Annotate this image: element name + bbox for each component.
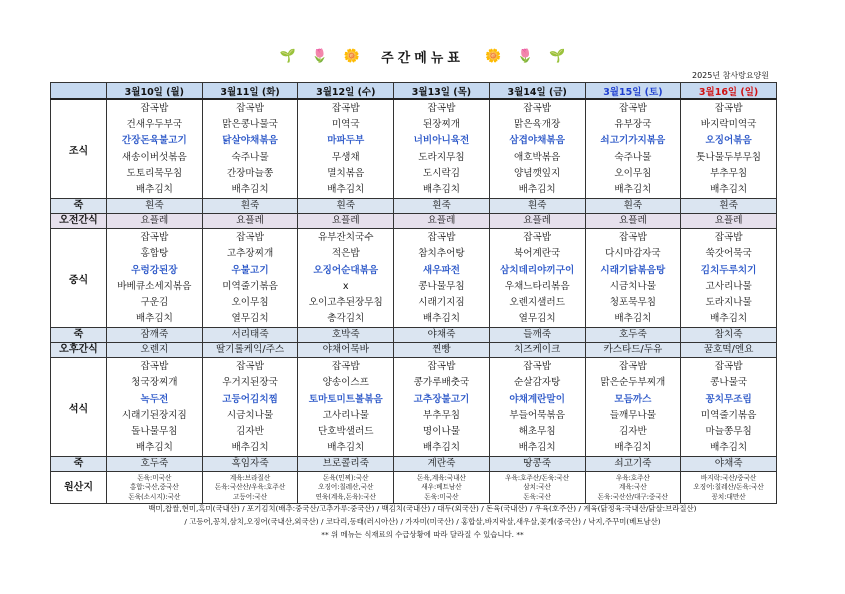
menu-item: 오렌지샐러드 (509, 296, 565, 308)
menu-item: 숙주나물 (614, 151, 652, 163)
menu-cell (202, 358, 298, 457)
menu-item: 쑥갓어묵국 (705, 248, 752, 260)
origin-line: 돈육:국산산/우육:호주산 (214, 483, 286, 492)
menu-cell (107, 229, 203, 328)
menu-item: 도토리묵무침 (126, 167, 183, 179)
band-cell: 야채어묵바 (298, 343, 394, 358)
menu-item: 숙주나물 (231, 151, 269, 163)
band-label: 오전간식 (51, 214, 107, 229)
menu-item: 배추김치 (327, 442, 365, 454)
menu-item: 배추김치 (614, 313, 652, 325)
band-row-am_snack (51, 214, 777, 229)
origin-line: 오징어:칠레산/돈육:국산 (693, 483, 764, 492)
main-dish: 오징어순대볶음 (313, 264, 379, 276)
band-cell: 잠깨죽 (107, 328, 203, 343)
origin-line: 바지락:국산/중국산 (700, 473, 757, 482)
menu-item: 잡곡밥 (714, 103, 743, 114)
menu-item: 마늘쫑무침 (705, 426, 752, 437)
menu-item: 잡곡밥 (427, 103, 456, 114)
band-cell: 흰죽 (489, 199, 585, 214)
origin-cell (394, 472, 490, 504)
menu-item: 배추김치 (135, 313, 173, 325)
title-row (0, 46, 845, 70)
menu-item: 우채느타리볶음 (504, 280, 570, 292)
origin-line: 돈육(민찌):국산 (322, 473, 369, 482)
menu-item: 바베큐소세지볶음 (117, 280, 192, 292)
menu-item: 부추무침 (422, 409, 460, 421)
band-label: 오후간식 (51, 343, 107, 358)
menu-item: x (342, 280, 349, 292)
menu-item: 북어계란국 (513, 248, 561, 260)
origin-line: 돈육(소시지):국산 (128, 492, 181, 501)
menu-item: 배추김치 (614, 442, 652, 454)
menu-item: 맑은순두부찌개 (600, 377, 666, 389)
origin-line: 홍합:국산,중국산 (129, 483, 179, 492)
weekly-menu-table (50, 82, 777, 504)
main-dish: 고추장불고기 (413, 393, 470, 405)
menu-cell (394, 358, 490, 457)
main-dish: 삼치데리야끼구이 (500, 264, 575, 276)
main-dish: 우불고기 (231, 264, 269, 276)
menu-item: 간장마늘쫑 (226, 167, 274, 179)
menu-item: 배추김치 (231, 442, 269, 454)
menu-item: 톳나물두부무침 (696, 151, 762, 163)
menu-item: 잡곡밥 (140, 232, 169, 244)
main-dish: 닭살야채볶음 (222, 135, 278, 147)
menu-item: 맑은콩나물국 (222, 119, 278, 131)
band-cell: 요플레 (107, 214, 203, 229)
menu-item: 배추김치 (135, 183, 173, 195)
menu-item: 시금치나물 (226, 409, 274, 421)
menu-item: 도라지나물 (705, 296, 752, 308)
flower-icon: 🌱 (279, 49, 296, 64)
menu-item: 구운김 (140, 296, 169, 308)
origin-line: 우육:호주산/돈육:국산 (505, 473, 570, 482)
meal-row-lunch (51, 229, 777, 328)
main-dish: 너비아니육전 (413, 135, 470, 147)
flower-icon: 🌼 (343, 49, 360, 64)
menu-item: 열무김치 (231, 313, 269, 325)
menu-item: 잡곡밥 (618, 361, 647, 373)
menu-item: 배추김치 (710, 183, 748, 195)
menu-cell (394, 229, 490, 328)
band-cell: 딸기롤케익/주스 (202, 343, 298, 358)
band-label: 죽 (51, 328, 107, 343)
menu-item: 단호박샐러드 (317, 426, 374, 437)
menu-item: 잡곡밥 (331, 361, 360, 373)
main-dish: 삼겹야채볶음 (509, 135, 565, 147)
menu-item: 잡곡밥 (618, 232, 647, 244)
menu-item: 열무김치 (518, 313, 556, 325)
menu-item: 배추김치 (710, 313, 748, 325)
menu-item: 배추김치 (231, 183, 269, 195)
menu-item: 잡곡밥 (427, 232, 456, 244)
menu-item: 미역줄기볶음 (700, 409, 757, 421)
menu-item: 멸치볶음 (327, 167, 365, 179)
origin-line: 고등어:국산 (233, 492, 268, 501)
menu-item: 미역국 (331, 119, 360, 131)
origin-line: 돈육:국산 (523, 492, 552, 501)
main-dish: 새우파전 (422, 264, 460, 276)
menu-item: 잡곡밥 (236, 361, 264, 373)
meal-label: 중식 (51, 229, 107, 328)
menu-item: 오이무침 (614, 167, 652, 179)
menu-item: 돌나물무침 (131, 426, 178, 437)
band-row-lunch_porridge (51, 328, 777, 343)
origin-footnote-1: 백미,찹쌀,현미,흑미(국내산) / 포기김치(배추:중국산/고추가루:중국산) / 백김치(국내산) / 대두(외국산) / 돈육(국내산) / 우육(호주산) / 계육(닭정육:국내산/닭살:브라질산) (148, 504, 697, 513)
band-cell: 계란죽 (394, 457, 490, 472)
menu-item: 다시마감자국 (605, 248, 661, 260)
main-dish: 모듬까스 (614, 393, 652, 405)
main-dish: 토마토미트볼볶음 (308, 393, 383, 405)
origin-label: 원산지 (51, 472, 107, 504)
menu-item: 잡곡밥 (427, 361, 456, 373)
band-cell: 요플레 (394, 214, 490, 229)
menu-item: 김자반 (236, 426, 264, 437)
corner-cell (51, 83, 107, 100)
main-dish: 야채계란말이 (509, 393, 565, 405)
band-cell: 꿀호떡/엔요 (681, 343, 777, 358)
meal-row-breakfast (51, 99, 777, 199)
main-dish: 간장돈육불고기 (121, 135, 187, 147)
band-cell: 흰죽 (202, 199, 298, 214)
menu-item: 고사리나물 (322, 409, 369, 421)
origin-line: 오징어:칠레산,국산 (318, 483, 374, 492)
origin-line: 돈육:미국산 (424, 492, 459, 501)
band-cell: 흑임자죽 (202, 457, 298, 472)
band-cell: 야채죽 (394, 328, 490, 343)
menu-cell (107, 358, 203, 457)
menu-item: 잡곡밥 (618, 103, 647, 114)
band-cell: 땅콩죽 (489, 457, 585, 472)
menu-item: 잡곡밥 (236, 103, 264, 114)
menu-item: 배추김치 (614, 183, 652, 195)
origin-line: 계육:국산 (619, 483, 647, 492)
menu-item: 배추김치 (518, 183, 556, 195)
flower-decor-right (477, 46, 574, 65)
meal-label: 석식 (51, 358, 107, 457)
menu-item: 총각김치 (327, 313, 365, 325)
main-dish: 녹두전 (140, 393, 169, 405)
day-header-row (51, 83, 777, 100)
band-cell: 서리태죽 (202, 328, 298, 343)
menu-item: 우거지된장국 (222, 377, 278, 389)
menu-item: 순살감자탕 (513, 377, 561, 389)
band-cell: 흰죽 (298, 199, 394, 214)
flower-decor-left (271, 46, 368, 65)
menu-item: 참치추어탕 (418, 248, 465, 260)
menu-item: 오이무침 (231, 296, 269, 308)
menu-item: 잡곡밥 (714, 232, 743, 244)
meal-label: 조식 (51, 99, 107, 199)
menu-item: 김자반 (618, 426, 647, 437)
band-cell: 카스타드/두유 (585, 343, 681, 358)
flower-icon: 🌱 (549, 49, 566, 64)
menu-item: 된장찌개 (422, 119, 460, 131)
menu-item: 도시락김 (422, 167, 460, 179)
menu-item: 유부장국 (614, 119, 652, 131)
band-cell: 흰죽 (585, 199, 681, 214)
main-dish: 마파두부 (327, 135, 365, 147)
day-header: 3월10일 (월) (107, 83, 203, 100)
band-cell: 찐빵 (394, 343, 490, 358)
menu-item: 바지락미역국 (700, 119, 757, 131)
menu-item: 애호박볶음 (513, 151, 561, 163)
main-dish: 쇠고기가지볶음 (600, 135, 666, 147)
band-cell: 요플레 (298, 214, 394, 229)
menu-cell (585, 99, 681, 199)
menu-item: 부들어묵볶음 (509, 409, 565, 421)
menu-cell (202, 99, 298, 199)
menu-item: 해초무침 (518, 426, 556, 437)
menu-cell (585, 229, 681, 328)
menu-cell (585, 358, 681, 457)
origin-row (51, 472, 777, 504)
band-cell: 들깨죽 (489, 328, 585, 343)
band-cell: 요플레 (202, 214, 298, 229)
menu-item: 시래기지짐 (418, 296, 465, 308)
menu-cell (298, 358, 394, 457)
band-cell: 호두죽 (585, 328, 681, 343)
origin-line: 돈육:미국산 (137, 473, 172, 482)
menu-item: 잡곡밥 (714, 361, 743, 373)
menu-item: 잡곡밥 (140, 103, 169, 114)
band-cell: 야채죽 (681, 457, 777, 472)
band-cell: 쇠고기죽 (585, 457, 681, 472)
main-dish: 고등어김치찜 (222, 393, 278, 405)
menu-item: 시금치나물 (609, 280, 657, 292)
band-cell: 흰죽 (394, 199, 490, 214)
band-cell: 호박죽 (298, 328, 394, 343)
menu-item: 도라지무침 (418, 151, 465, 163)
origin-line: 돈육,계육:국내산 (417, 473, 466, 482)
menu-item: 잡곡밥 (140, 361, 169, 373)
menu-cell (681, 99, 777, 199)
origin-line: 계육:브라질산 (229, 473, 271, 482)
band-cell: 흰죽 (681, 199, 777, 214)
band-row-breakfast_porridge (51, 199, 777, 214)
menu-item: 고사리나물 (705, 280, 752, 292)
band-cell: 치즈케이크 (489, 343, 585, 358)
origin-line: 연육(계육,돈육):국산 (315, 492, 376, 501)
band-cell: 참치죽 (681, 328, 777, 343)
main-dish: 꽁치무조림 (705, 393, 752, 405)
menu-item: 명이나물 (422, 426, 460, 437)
menu-item: 배추김치 (710, 442, 748, 454)
menu-item: 배추김치 (422, 442, 460, 454)
day-header: 3월11일 (화) (202, 83, 298, 100)
menu-cell (489, 99, 585, 199)
origin-footnote-2: / 고등어,꽁치,삼치,오징어(국내산,외국산) / 코다리,동태(러시아산) / 가자미(미국산) / 홍합살,바지락살,새우살,꽃게(중국산) / 낙지,주꾸미(베트남산) (184, 517, 661, 526)
menu-item: 맑은육개장 (513, 119, 561, 131)
origin-line: 꽁치:대만산 (711, 492, 746, 501)
menu-item: 배추김치 (327, 183, 365, 195)
origin-cell (489, 472, 585, 504)
menu-item: 미역줄기볶음 (222, 280, 278, 292)
menu-cell (394, 99, 490, 199)
origin-cell (107, 472, 203, 504)
origin-cell (585, 472, 681, 504)
menu-item: 오이고추된장무침 (308, 296, 383, 308)
menu-item: 부추무침 (710, 167, 748, 179)
origin-line: 우육:호주산 (615, 473, 650, 482)
menu-notice: ** 위 메뉴는 식재료의 수급상황에 따라 달라질 수 있습니다. ** (321, 530, 524, 539)
band-cell: 흰죽 (107, 199, 203, 214)
menu-cell (489, 229, 585, 328)
origin-line: 새우:베트남산 (421, 483, 462, 492)
band-cell: 오렌지 (107, 343, 203, 358)
menu-item: 들깨무나물 (609, 409, 657, 421)
main-dish: 오징어볶음 (705, 135, 752, 147)
origin-cell (681, 472, 777, 504)
origin-line: 삼치:국산 (523, 483, 552, 492)
menu-cell (107, 99, 203, 199)
meal-row-dinner (51, 358, 777, 457)
main-dish: 김치두루치기 (700, 264, 757, 276)
menu-cell (298, 99, 394, 199)
day-header: 3월13일 (목) (394, 83, 490, 100)
menu-item: 콩나물무침 (418, 280, 465, 292)
subtitle: 2025년 참사랑요양원 (692, 71, 769, 80)
day-header: 3월12일 (수) (298, 83, 394, 100)
day-header: 3월16일 (일) (681, 83, 777, 100)
origin-cell (202, 472, 298, 504)
menu-item: 잡곡밥 (523, 232, 552, 244)
band-cell: 브로콜리죽 (298, 457, 394, 472)
band-cell: 요플레 (681, 214, 777, 229)
day-header: 3월14일 (금) (489, 83, 585, 100)
menu-item: 건새우두부국 (126, 119, 183, 131)
menu-item: 청포묵무침 (609, 296, 657, 308)
menu-item: 잡곡밥 (331, 103, 360, 114)
menu-cell (489, 358, 585, 457)
band-label: 죽 (51, 457, 107, 472)
band-row-dinner_porridge (51, 457, 777, 472)
band-row-pm_snack (51, 343, 777, 358)
menu-item: 고추장찌개 (226, 248, 274, 260)
menu-item: 청국장찌개 (131, 377, 178, 389)
menu-item: 시래기된장지짐 (121, 409, 187, 421)
flower-icon: 🌷 (517, 49, 534, 64)
menu-item: 양념깻잎지 (513, 167, 561, 179)
menu-cell (681, 358, 777, 457)
main-dish: 우렁강된장 (131, 264, 178, 276)
menu-item: 유부잔치국수 (317, 232, 374, 244)
menu-item: 무생채 (331, 151, 360, 163)
menu-item: 배추김치 (518, 442, 556, 454)
menu-cell (298, 229, 394, 328)
band-label: 죽 (51, 199, 107, 214)
menu-item: 양송이스프 (322, 377, 369, 389)
menu-item: 잡곡밥 (236, 232, 264, 244)
menu-item: 콩나물국 (710, 377, 748, 389)
menu-item: 홍합탕 (140, 248, 169, 260)
menu-cell (202, 229, 298, 328)
menu-cell (681, 229, 777, 328)
main-dish: 시래기닭볶음탕 (600, 264, 666, 276)
menu-item: 잡곡밥 (523, 103, 552, 114)
flower-icon: 🌼 (484, 49, 502, 64)
band-cell: 호두죽 (107, 457, 203, 472)
origin-cell (298, 472, 394, 504)
menu-item: 콩가루배춧국 (413, 377, 470, 389)
origin-line: 돈육:국산산/대구:중국산 (597, 492, 669, 501)
menu-item: 잡곡밥 (523, 361, 552, 373)
band-cell: 요플레 (585, 214, 681, 229)
menu-item: 배추김치 (135, 442, 173, 454)
day-header: 3월15일 (토) (585, 83, 681, 100)
menu-item: 적은밥 (331, 248, 360, 260)
flower-icon: 🌷 (311, 49, 328, 64)
menu-item: 새송이버섯볶음 (121, 151, 187, 163)
menu-item: 배추김치 (422, 313, 460, 325)
page-title: 주간메뉴표 (381, 51, 464, 66)
menu-item: 배추김치 (422, 183, 460, 195)
band-cell: 요플레 (489, 214, 585, 229)
